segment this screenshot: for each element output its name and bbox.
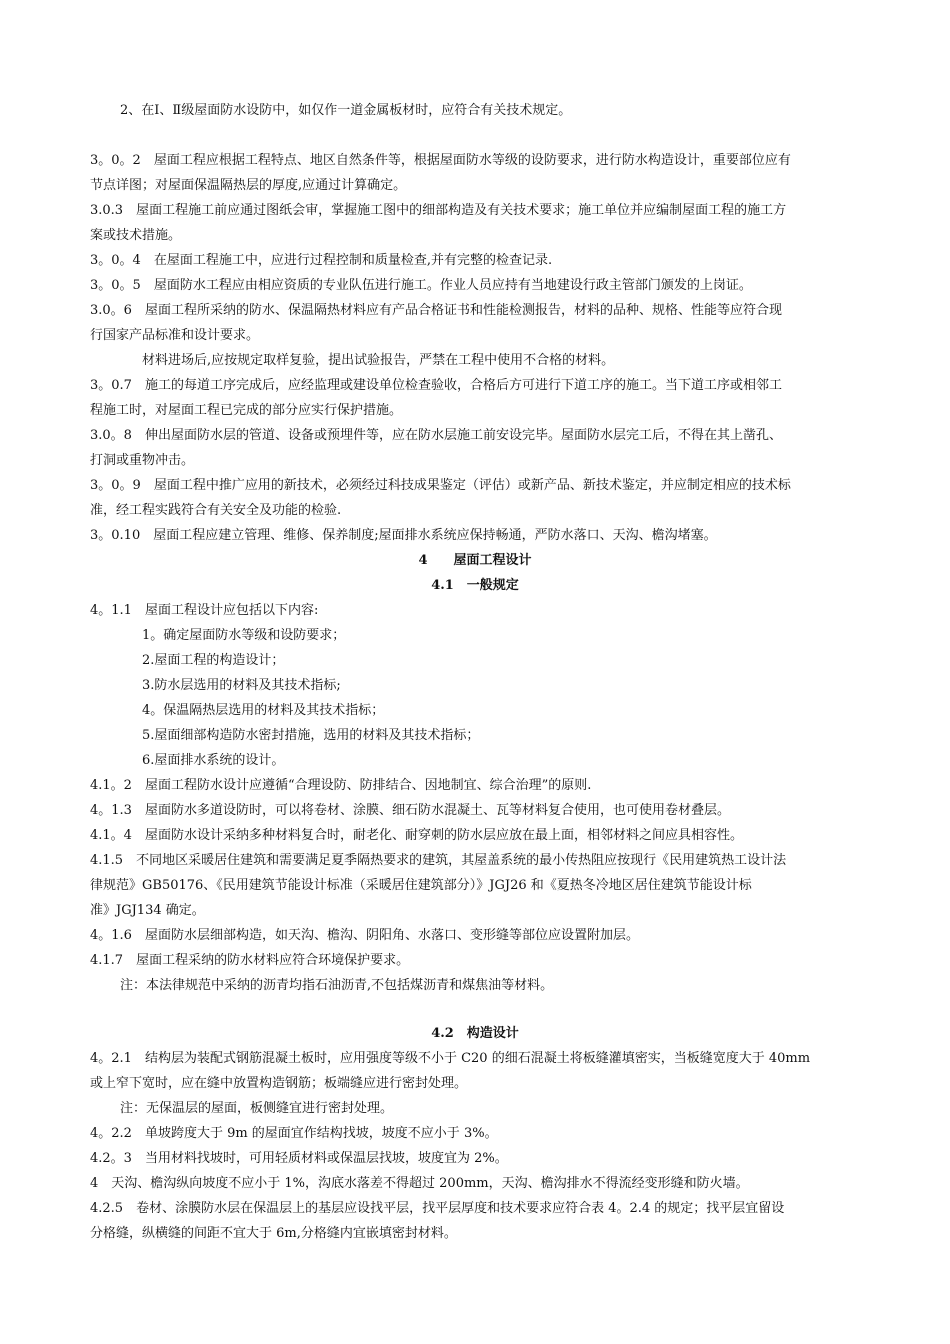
text-line: 准》JGJ134 确定。 (90, 903, 205, 918)
text-line: 案或技术措施。 (90, 228, 182, 243)
text-line: 4。2.2 单坡跨度大于 9m 的屋面宜作结构找坡，坡度不应小于 3%。 (90, 1126, 498, 1141)
section-heading: 4.2 构造设计 (431, 1026, 519, 1041)
text-line: 4。1.1 屋面工程设计应包括以下内容: (90, 603, 319, 618)
text-line: 程施工时，对屋面工程已完成的部分应实行保护措施。 (90, 403, 403, 418)
text-line: 4.1.7 屋面工程采纳的防水材料应符合环境保护要求。 (90, 953, 410, 968)
text-line: 打洞或重物冲击。 (90, 453, 195, 468)
text-line: 4。1.6 屋面防水层细部构造，如天沟、檐沟、阴阳角、水落口、变形缝等部位应设置附加层。 (90, 928, 639, 943)
text-line: 3。0。5 屋面防水工程应由相应资质的专业队伍进行施工。作业人员应持有当地建设行政主管部门颁发的上岗证。 (90, 278, 752, 293)
chapter-heading: 4 屋面工程设计 (418, 553, 532, 568)
text-line: 节点详图；对屋面保温隔热层的厚度,应通过计算确定。 (90, 178, 407, 193)
text-line: 或上窄下宽时，应在缝中放置构造钢筋；板端缝应进行密封处理。 (90, 1076, 468, 1091)
text-line: 4。2.1 结构层为装配式钢筋混凝土板时，应用强度等级不小于 C20 的细石混凝土将板缝灌填密实，当板缝宽度大于 40mm (90, 1051, 811, 1066)
text-line: 3.0。8 伸出屋面防水层的管道、设备或预埋件等，应在防水层施工前安设完毕。屋面防水层完工后，不得在其上凿孔、 (90, 428, 782, 443)
list-item: 1。确定屋面防水等级和设防要求； (142, 628, 346, 643)
text-line: 3.0.3 屋面工程施工前应通过图纸会审，掌握施工图中的细部构造及有关技术要求；施工单位并应编制屋面工程的施工方 (90, 203, 787, 218)
text-line: 3。0。9 屋面工程中推广应用的新技术，必须经过科技成果鉴定（评估）或新产品、新技术鉴定，并应制定相应的技术标 (90, 478, 791, 493)
text-line: 4 天沟、檐沟纵向坡度不应小于 1%，沟底水落差不得超过 200mm，天沟、檐沟排水不得流经变形缝和防火墙。 (90, 1176, 749, 1191)
text-line: 4.1.5 不同地区采暖居住建筑和需要满足夏季隔热要求的建筑，其屋盖系统的最小传热阻应按现行《民用建筑热工设计法 (90, 853, 787, 868)
text-line: 4.1。2 屋面工程防水设计应遵循“合理设防、防排结合、因地制宜、综合治理”的原则. (90, 778, 592, 793)
section-heading: 4.1 一般规定 (431, 578, 519, 593)
note-line: 注：无保温层的屋面，板侧缝宜进行密封处理。 (120, 1101, 394, 1116)
text-line: 3.0。6 屋面工程所采纳的防水、保温隔热材料应有产品合格证书和性能检测报告，材料的品种、规格、性能等应符合现 (90, 303, 782, 318)
list-item: 4。保温隔热层选用的材料及其技术指标； (142, 703, 385, 718)
text-line: 2、在Ⅰ、Ⅱ级屋面防水设防中，如仅作一道金属板材时，应符合有关技术规定。 (120, 103, 572, 118)
text-line: 3。0.10 屋面工程应建立管理、维修、保养制度;屋面排水系统应保持畅通，严防水落口、天沟、檐沟堵塞。 (90, 528, 717, 543)
note-line: 注：本法律规范中采纳的沥青均指石油沥青,不包括煤沥青和煤焦油等材料。 (120, 978, 554, 993)
text-line: 分格缝，纵横缝的间距不宜大于 6m,分格缝内宜嵌填密封材料。 (90, 1226, 457, 1241)
text-line: 4.1。4 屋面防水设计采纳多种材料复合时，耐老化、耐穿刺的防水层应放在最上面，相邻材料之间应具相容性。 (90, 828, 743, 843)
text-line: 准，经工程实践符合有关安全及功能的检验. (90, 503, 342, 518)
text-line: 3。0.7 施工的每道工序完成后，应经监理或建设单位检查验收，合格后方可进行下道工序的施工。当下道工序或相邻工 (90, 378, 782, 393)
text-line: 4.2。3 当用材料找坡时，可用轻质材料或保温层找坡，坡度宜为 2%。 (90, 1151, 508, 1166)
list-item: 2.屋面工程的构造设计； (142, 653, 285, 668)
text-line: 材料进场后,应按规定取样复验，提出试验报告，严禁在工程中使用不合格的材料。 (142, 353, 615, 368)
text-line: 律规范》GB50176、《民用建筑节能设计标准（采暖居住建筑部分）》JGJ26 和《夏热冬冷地区居住建筑节能设计标 (90, 878, 752, 893)
list-item: 5.屋面细部构造防水密封措施，选用的材料及其技术指标； (142, 728, 480, 743)
text-line: 4。1.3 屋面防水多道设防时，可以将卷材、涂膜、细石防水混凝土、瓦等材料复合使用，也可使用卷材叠层。 (90, 803, 730, 818)
text-line: 3。0。2 屋面工程应根据工程特点、地区自然条件等，根据屋面防水等级的设防要求，进行防水构造设计，重要部位应有 (90, 153, 791, 168)
list-item: 6.屋面排水系统的设计。 (142, 753, 285, 768)
text-line: 行国家产品标准和设计要求。 (90, 328, 260, 343)
list-item: 3.防水层选用的材料及其技术指标; (142, 678, 341, 693)
text-line: 4.2.5 卷材、涂膜防水层在保温层上的基层应设找平层，找平层厚度和技术要求应符合表 4。2.4 的规定；找平层宜留设 (90, 1201, 785, 1216)
text-line: 3。0。4 在屋面工程施工中，应进行过程控制和质量检查,并有完整的检查记录. (90, 253, 553, 268)
